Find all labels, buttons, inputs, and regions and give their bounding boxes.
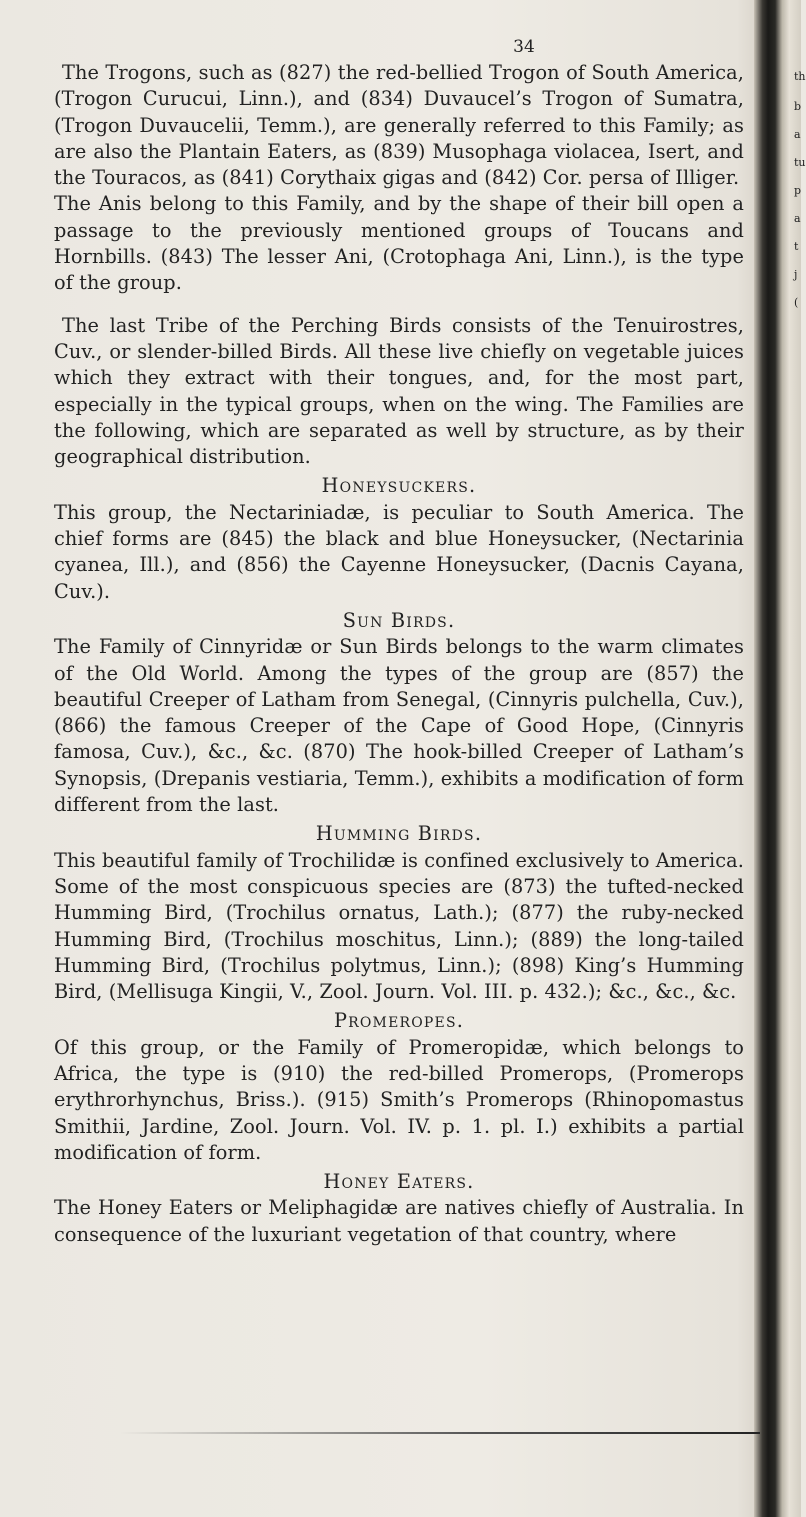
section-heading-honeysuckers: Honeysuckers. <box>321 474 477 498</box>
paragraph-trogons: The Trogons, such as (827) the red-bellied Trogon of South America, (Trogon Curucui, Linn.), and (834) Duvaucel’s Trogon of Sumatra, (Trogon Duvaucelii, Temm.), are generally referred to this Family; as are also the Plantain Eaters, as (839) Musophaga violacea, Isert, and the Touracos, as (841) Corythaix gigas and (842) Cor. persa of Illiger. <box>54 61 744 190</box>
margin-fragment: p <box>794 184 802 197</box>
margin-fragment: th <box>794 70 806 83</box>
paragraph-anis: The Anis belong to this Family, and by the shape of their bill open a passage to the previously mentioned groups of Toucans and Hornbills. (843) The lesser Ani, (Crotophaga Ani, Linn.), is the type of the group. <box>54 192 744 295</box>
margin-fragment: ( <box>794 296 799 309</box>
margin-fragment: b <box>794 100 802 113</box>
page-text-column <box>54 34 744 1248</box>
page-bottom-rule <box>120 1432 760 1434</box>
margin-fragment: t <box>794 240 799 253</box>
paragraph-tenuirostres: The last Tribe of the Perching Birds consists of the Tenuirostres, Cuv., or slender-billed Birds. All these live chiefly on vegetable juices which they extract with their tongues, and, for the most part, especially in the typical groups, when on the wing. The Families are the following, which are separated as well by structure, as by their geographical distribution. <box>54 313 744 469</box>
paragraph-promeropes: Of this group, or the Family of Promeropidæ, which belongs to Africa, the type is (910) the red-billed Promerops, (Promerops erythrorhynchus, Briss.). (915) Smith’s Promerops (Rhinopomastus Smithii, Jardine, Zool. Journ. Vol. IV. p. 1. pl. I.) exhibits a partial modification of form. <box>54 1035 744 1164</box>
book-binding-edge <box>754 0 806 1517</box>
margin-fragment: a <box>794 212 801 225</box>
margin-fragment: tu <box>794 156 806 169</box>
section-heading-honey-eaters: Honey Eaters. <box>323 1170 475 1194</box>
paragraph-sun-birds: The Family of Cinnyridæ or Sun Birds belongs to the warm climates of the Old World. Among the types of the group are (857) the beautiful Creeper of Latham from Senegal, (Cinnyris pulchella, Cuv.), (866) the famous Creeper of the Cape of Good Hope, (Cinnyris famosa, Cuv.), &c., &c. (870) The hook-billed Creeper of Latham’s Synopsis, (Drepanis vestiaria, Temm.), exhibits a modification of form different from the last. <box>54 635 744 817</box>
paragraph-honeysuckers: This group, the Nectariniadæ, is peculiar to South America. The chief forms are (845) the black and blue Honeysucker, (Nectarinia cyanea, Ill.), and (856) the Cayenne Honeysucker, (Dacnis Cayana, Cuv.). <box>54 500 744 603</box>
section-heading-promeropes: Promeropes. <box>333 1009 465 1033</box>
margin-fragment: a <box>794 128 801 141</box>
paragraph-humming-birds: This beautiful family of Trochilidæ is confined exclusively to America. Some of the most conspicuous species are (873) the tufted-necked Humming Bird, (Trochilus ornatus, Lath.); (877) the ruby-necked Humming Bird, (Trochilus moschitus, Linn.); (889) the long-tailed Humming Bird, (Trochilus polytmus, Linn.); (898) King’s Humming Bird, (Mellisuga Kingii, V., Zool. Journ. Vol. III. p. 432.); &c., &c., &c. <box>54 848 744 1004</box>
page-number: 34 <box>513 37 535 57</box>
section-heading-sun-birds: Sun Birds. <box>342 608 456 632</box>
section-heading-humming-birds: Humming Birds. <box>315 822 483 846</box>
paragraph-honey-eaters: The Honey Eaters or Meliphagidæ are natives chiefly of Australia. In consequence of the luxuriant vegetation of that country, where <box>54 1196 744 1246</box>
margin-fragment: j <box>794 268 798 281</box>
